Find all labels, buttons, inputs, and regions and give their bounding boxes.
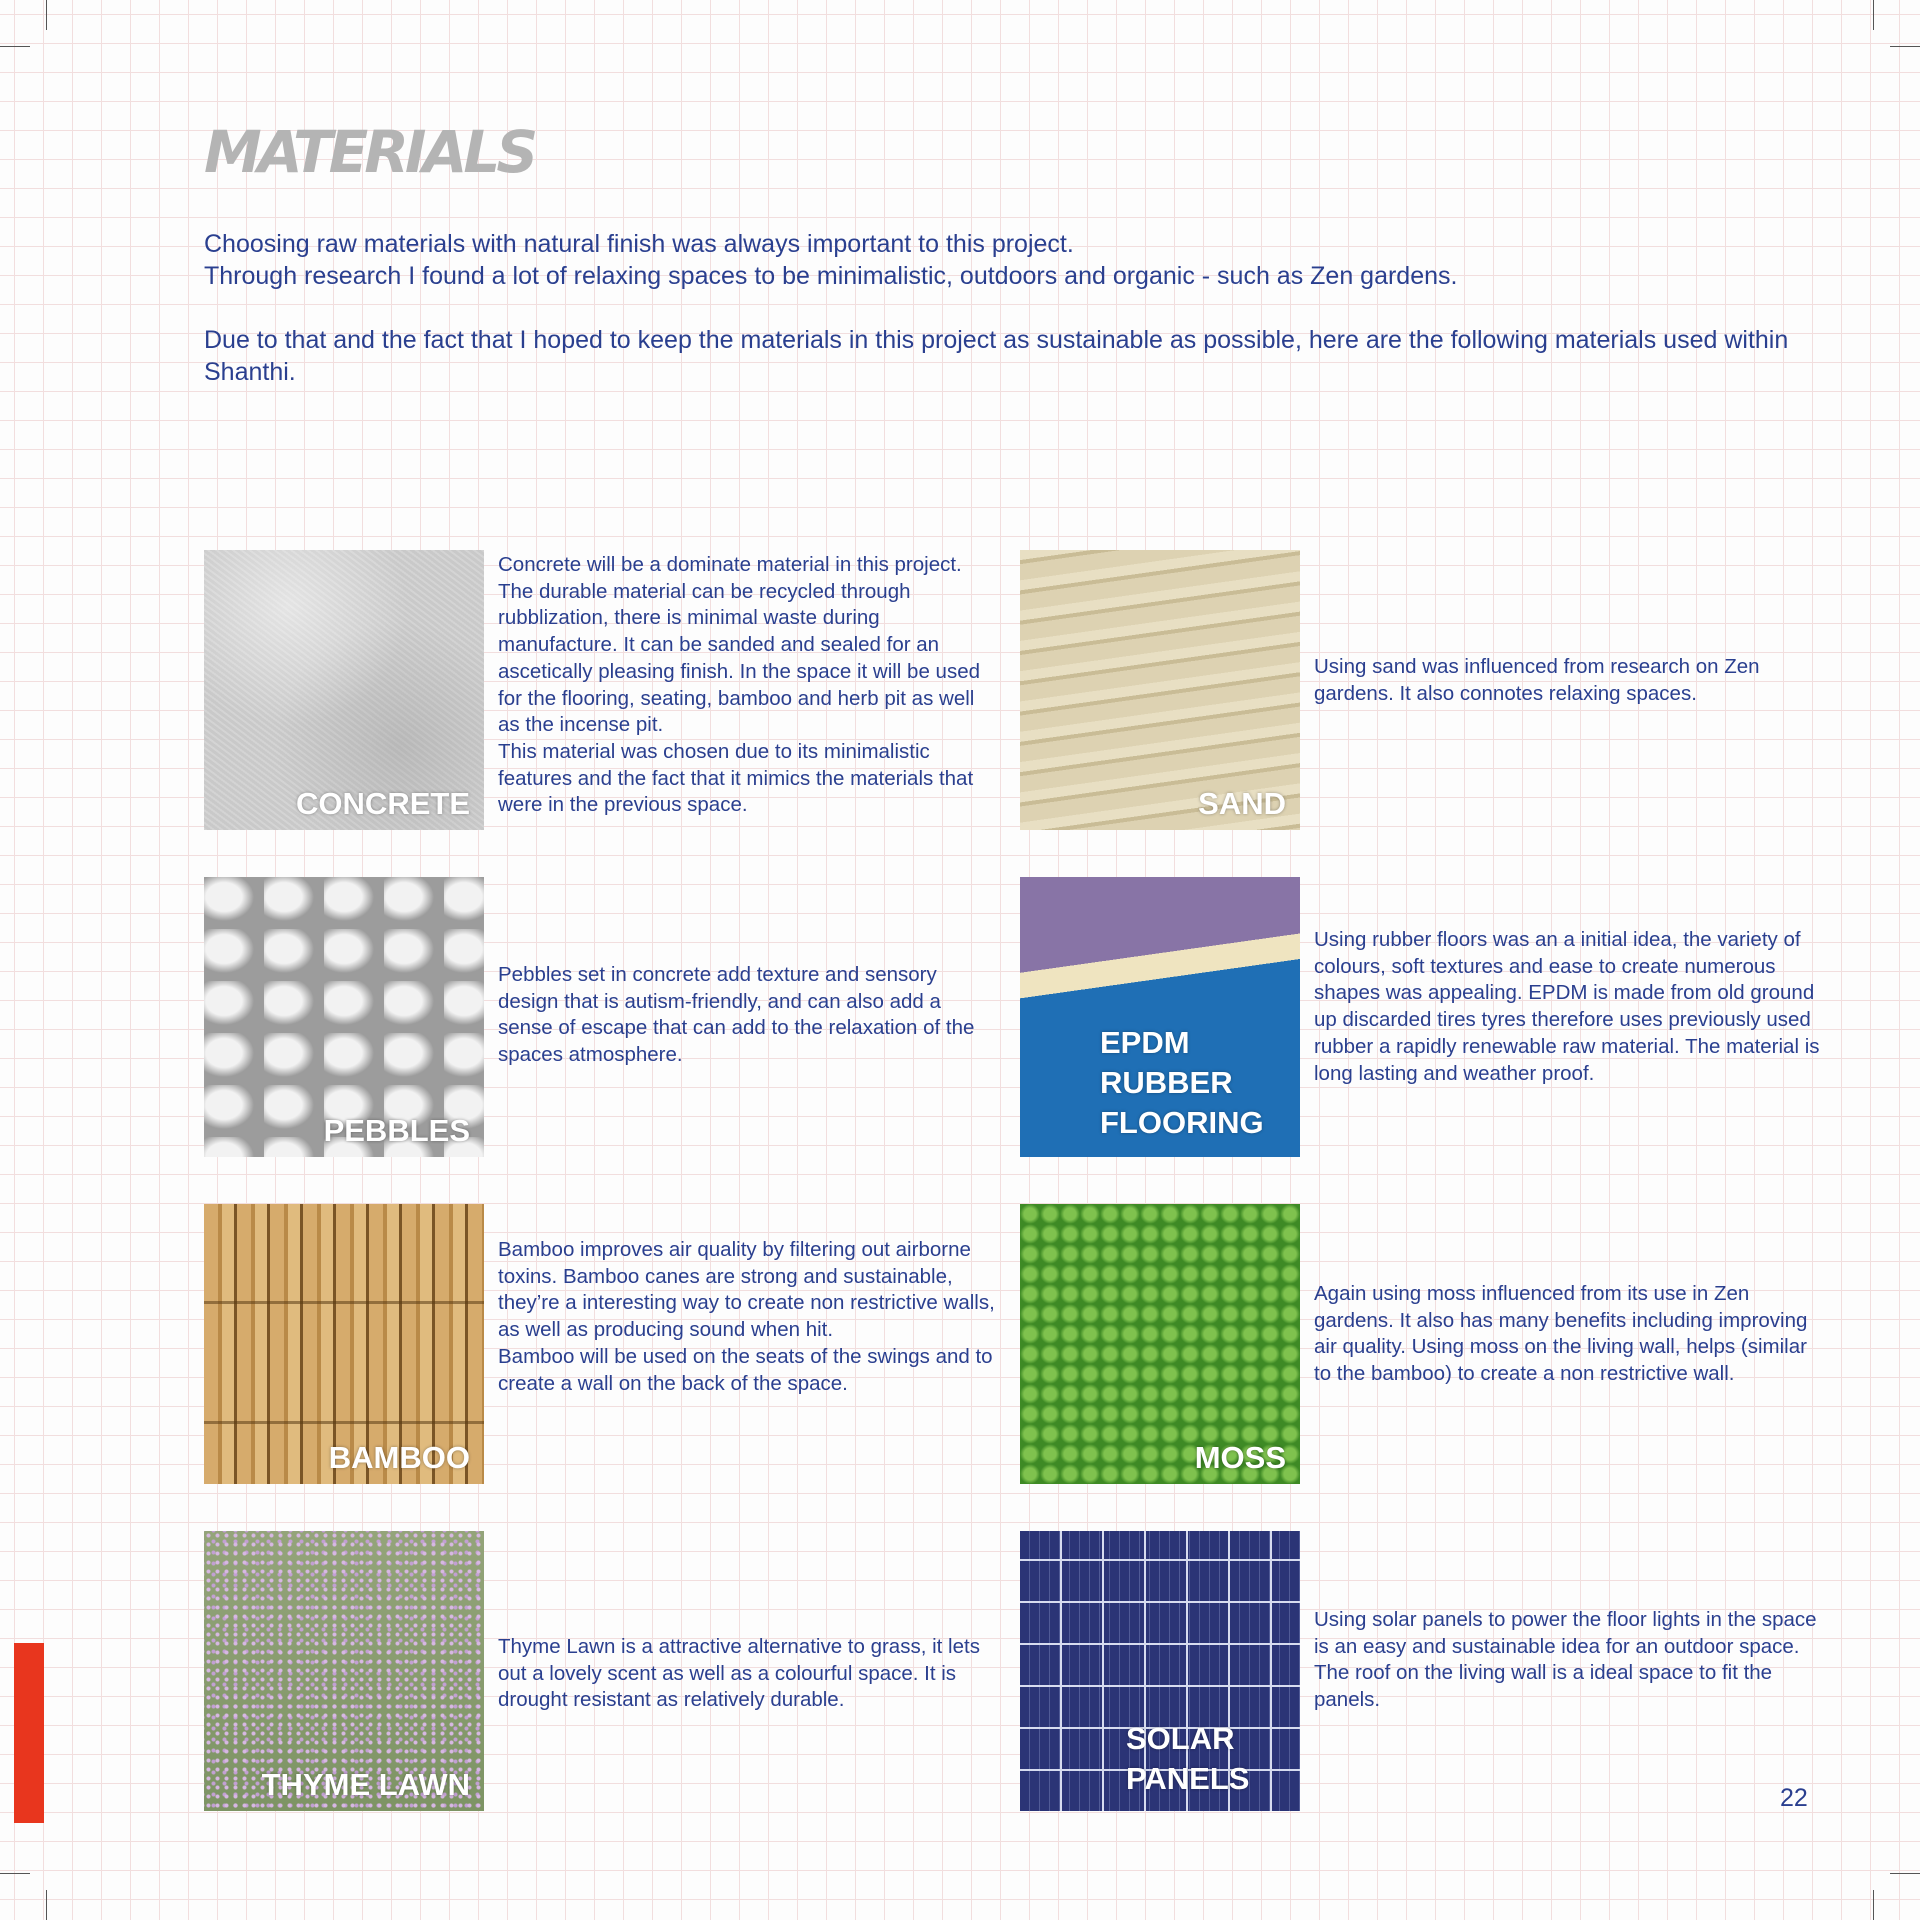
bamboo-label: BAMBOO <box>328 1440 470 1475</box>
description-paragraph: Using sand was influenced from research on Zen gardens. It also connotes relaxing spaces. <box>1314 655 1760 705</box>
crop-mark <box>0 1873 30 1874</box>
thyme-lawn-label: THYME LAWN <box>261 1767 470 1802</box>
page-number: 22 <box>1780 1784 1808 1812</box>
description-paragraph: This material was chosen due to its minimalistic features and the fact that it mimics the materials that were in the previous space. <box>498 739 974 817</box>
description-paragraph: Using solar panels to power the floor lights in the space is an easy and sustainable idea for an outdoor space. The roof on the living wall is a ideal space to fit the panels. <box>1314 1608 1817 1712</box>
crop-mark <box>46 0 47 30</box>
epdm-description <box>1314 927 1824 1087</box>
crop-mark <box>1890 1873 1920 1874</box>
epdm-label <box>1100 1023 1264 1143</box>
sand-label: SAND <box>1198 786 1286 821</box>
bamboo-description <box>498 1237 998 1397</box>
label-line: FLOORING <box>1100 1105 1264 1140</box>
description-paragraph: Bamboo will be used on the seats of the swings and to create a wall on the back of the space. <box>498 1344 993 1395</box>
concrete-description <box>498 552 998 819</box>
thyme-lawn-description <box>498 1634 1008 1714</box>
label-line: SOLAR <box>1126 1721 1235 1756</box>
pebbles-image <box>204 877 484 1157</box>
description-paragraph: Bamboo improves air quality by filtering out airborne toxins. Bamboo canes are strong and sustainable, they’re a interesting way to create non restrictive walls, as well as producing sound when hit. <box>498 1238 995 1342</box>
crop-mark <box>46 1890 47 1920</box>
description-paragraph: Pebbles set in concrete add texture and sensory design that is autism-friendly, and can also add a sense of escape that can add to the relaxation of the spaces atmosphere. <box>498 963 975 1067</box>
crop-mark <box>0 46 30 47</box>
description-paragraph: Again using moss influenced from its use in Zen gardens. It also has many benefits including improving air quality. Using moss on the living wall, helps (similar to the bamboo) to create a non restrictive wall. <box>1314 1282 1808 1386</box>
description-paragraph: Concrete will be a dominate material in this project. The durable material can be recycled through rubblization, there is minimal waste during manufacture. It can be sanded and sealed for an ascetically pleasing finish. In the space it will be used for the flooring, seating, bamboo and herb pit as well as the incense pit. <box>498 553 981 737</box>
epdm-rubber-flooring-image <box>1020 877 1300 1157</box>
concrete-label: CONCRETE <box>296 786 470 821</box>
solar-panels-label <box>1126 1719 1249 1799</box>
solar-panels-image <box>1020 1531 1300 1811</box>
crop-mark <box>1890 46 1920 47</box>
thyme-lawn-image <box>204 1531 484 1811</box>
moss-image <box>1020 1204 1300 1484</box>
crop-mark <box>1873 0 1874 30</box>
pebbles-label: PEBBLES <box>323 1113 470 1148</box>
sand-description <box>1314 654 1814 707</box>
label-line: RUBBER <box>1100 1065 1233 1100</box>
label-line: PANELS <box>1126 1761 1250 1796</box>
intro-line: Due to that and the fact that I hoped to keep the materials in this project as sustainable as possible, here are the following materials used within Shanthi. <box>204 326 1789 386</box>
moss-description <box>1314 1281 1824 1388</box>
concrete-image <box>204 550 484 830</box>
description-paragraph: Using rubber floors was an a initial idea, the variety of colours, soft textures and ease to create numerous shapes was appealing. EPDM is made from old ground up discarded tires tyres therefore uses previously used rubber a rapidly renewable raw material. The material is long lasting and weather proof. <box>1314 928 1820 1085</box>
bamboo-image <box>204 1204 484 1484</box>
intro-line: Through research I found a lot of relaxing spaces to be minimalistic, outdoors and organic - such as Zen gardens. <box>204 262 1458 290</box>
description-paragraph: Thyme Lawn is a attractive alternative to grass, it lets out a lovely scent as well as a colourful space. It is drought resistant as relatively durable. <box>498 1635 980 1712</box>
sand-image <box>1020 550 1300 830</box>
crop-mark <box>1873 1890 1874 1920</box>
pebbles-description <box>498 962 998 1069</box>
label-line: EPDM <box>1100 1025 1190 1060</box>
page-title: MATERIALS <box>204 118 535 186</box>
red-side-tab <box>14 1643 44 1823</box>
intro-line: Choosing raw materials with natural finish was always important to this project. <box>204 230 1074 258</box>
intro-text <box>204 228 1804 388</box>
moss-label: MOSS <box>1194 1440 1286 1475</box>
solar-panels-description <box>1314 1607 1824 1714</box>
